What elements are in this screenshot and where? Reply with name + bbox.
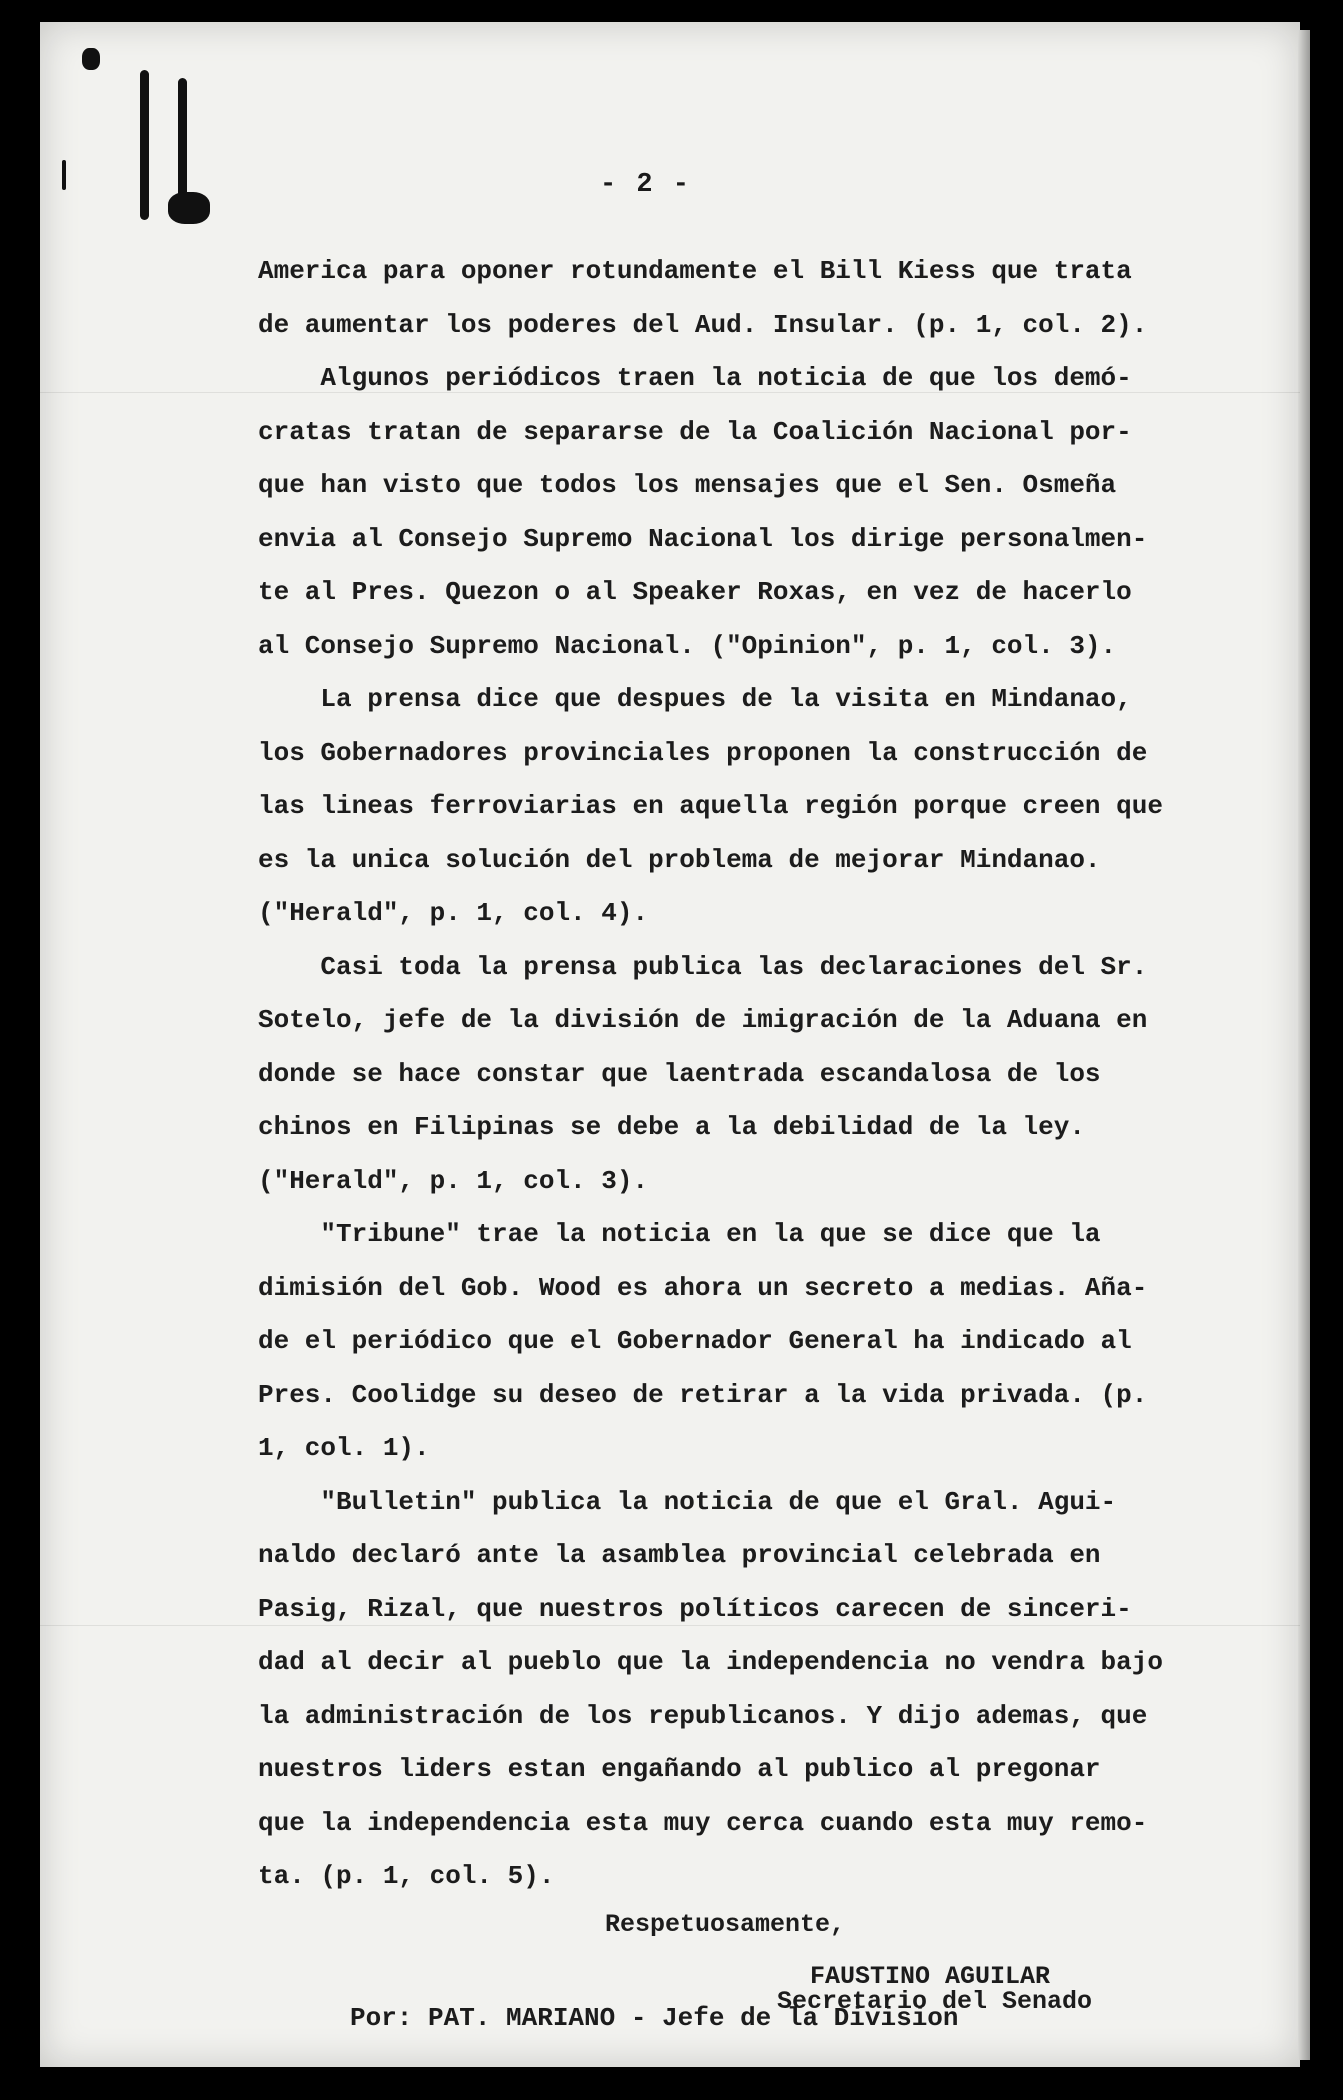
text-line: La prensa dice que despues de la visita en Mindanao, xyxy=(258,684,1132,714)
ink-mark xyxy=(62,160,66,190)
text-line: Sotelo, jefe de la división de imigración de la Aduana en xyxy=(258,1005,1148,1035)
text-line: Pres. Coolidge su deseo de retirar a la vida privada. (p. xyxy=(258,1379,1148,1410)
ink-mark xyxy=(140,70,149,220)
ink-blot xyxy=(168,192,210,224)
text-line: que han visto que todos los mensajes que el Sen. Osmeña xyxy=(258,470,1117,500)
text-line: Algunos periódicos traen la noticia de que los demó- xyxy=(258,363,1132,393)
ink-mark xyxy=(178,78,187,208)
text-line: al Consejo Supremo Nacional. ("Opinion", p. 1, col. 3). xyxy=(258,630,1117,661)
page-number: - 2 - xyxy=(600,170,692,200)
text-line: los Gobernadores provinciales proponen la construcción de xyxy=(258,737,1148,768)
text-line: donde se hace constar que laentrada escandalosa de los xyxy=(258,1058,1101,1089)
text-line: dad al decir al pueblo que la independencia no vendra bajo xyxy=(258,1647,1163,1677)
text-line: de el periódico que el Gobernador General ha indicado al xyxy=(258,1326,1132,1356)
text-line: que la independencia esta muy cerca cuando esta muy remo- xyxy=(258,1807,1148,1838)
text-line: America para oponer rotundamente el Bill Kiess que trata xyxy=(258,256,1132,286)
text-line: 1, col. 1). xyxy=(258,1433,430,1463)
text-line: te al Pres. Quezon o al Speaker Roxas, en vez de hacerlo xyxy=(258,577,1132,607)
text-line: chinos en Filipinas se debe a la debilidad de la ley. xyxy=(258,1112,1085,1142)
closing: Respetuosamente, xyxy=(605,1910,846,1939)
page-edge xyxy=(1298,30,1310,2060)
by-line: Por: PAT. MARIANO - Jefe de la Division xyxy=(350,2003,959,2033)
text-line: naldo declaró ante la asamblea provincial celebrada en xyxy=(258,1540,1101,1570)
text-line: "Tribune" trae la noticia en la que se dice que la xyxy=(258,1219,1101,1249)
text-line: cratas tratan de separarse de la Coalición Nacional por- xyxy=(258,416,1132,447)
text-line: ("Herald", p. 1, col. 4). xyxy=(258,898,649,928)
text-line: la administración de los republicanos. Y dijo ademas, que xyxy=(258,1700,1148,1731)
text-line: ta. (p. 1, col. 5). xyxy=(258,1861,555,1891)
text-line: envia al Consejo Supremo Nacional los dirige personalmen- xyxy=(258,523,1148,554)
ink-blot xyxy=(82,48,100,70)
document-body xyxy=(258,245,1178,1904)
text-line: las lineas ferroviarias en aquella región porque creen que xyxy=(258,791,1163,821)
text-line: "Bulletin" publica la noticia de que el Gral. Agui- xyxy=(258,1486,1117,1517)
text-line: de aumentar los poderes del Aud. Insular. (p. 1, col. 2). xyxy=(258,309,1148,340)
signer-name: FAUSTINO AGUILAR xyxy=(810,1962,1051,1991)
text-line: Pasig, Rizal, que nuestros políticos carecen de sinceri- xyxy=(258,1593,1132,1624)
signer-title: Secretario del Senado xyxy=(777,1987,1093,2016)
text-line: es la unica solución del problema de mejorar Mindanao. xyxy=(258,844,1101,875)
text-line: Casi toda la prensa publica las declaraciones del Sr. xyxy=(258,951,1148,982)
text-line: dimisión del Gob. Wood es ahora un secreto a medias. Aña- xyxy=(258,1272,1148,1303)
text-line: ("Herald", p. 1, col. 3). xyxy=(258,1165,649,1196)
text-line: nuestros liders estan engañando al publico al pregonar xyxy=(258,1754,1101,1784)
